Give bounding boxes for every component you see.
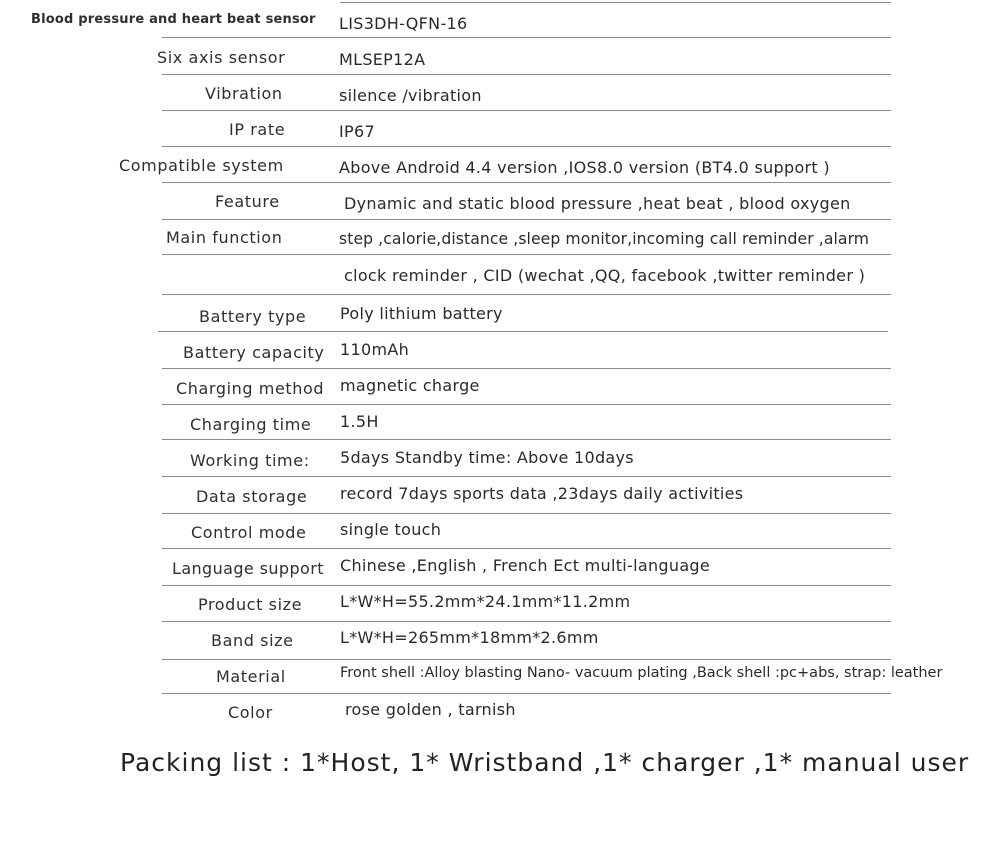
row-divider (162, 548, 891, 549)
row-divider (162, 110, 891, 111)
spec-label: Compatible system (119, 156, 284, 175)
spec-label: Working time: (190, 451, 310, 470)
spec-label: Color (228, 703, 273, 722)
spec-value: Above Android 4.4 version ,IOS8.0 version (BT4.0 support ) (339, 158, 830, 177)
spec-value: MLSEP12A (339, 50, 426, 69)
spec-label: Language support (172, 559, 324, 578)
spec-value: step ,calorie,distance ,sleep monitor,incoming call reminder ,alarm (339, 230, 870, 248)
spec-label: Material (216, 667, 286, 686)
row-divider (340, 2, 891, 3)
spec-label: Six axis sensor (157, 48, 286, 67)
row-divider (162, 146, 891, 147)
spec-label: Control mode (191, 523, 307, 542)
row-divider (162, 37, 891, 38)
spec-label: Battery type (199, 307, 307, 326)
spec-value: 5days Standby time: Above 10days (340, 448, 634, 467)
spec-value-continued: clock reminder , CID (wechat ,QQ, facebook ,twitter reminder ) (344, 266, 866, 285)
row-divider (162, 74, 891, 75)
spec-label: Feature (215, 192, 280, 211)
spec-value: silence /vibration (339, 86, 482, 105)
spec-label: Main function (166, 228, 283, 247)
spec-value: record 7days sports data ,23days daily activities (340, 484, 744, 503)
spec-value: L*W*H=265mm*18mm*2.6mm (340, 628, 599, 647)
row-divider (162, 219, 891, 220)
spec-value: IP67 (339, 122, 375, 141)
spec-label: Battery capacity (183, 343, 325, 362)
row-divider (162, 294, 891, 295)
spec-label: Band size (211, 631, 294, 650)
row-divider (162, 404, 891, 405)
spec-value: Dynamic and static blood pressure ,heat beat , blood oxygen (344, 194, 851, 213)
row-divider (162, 693, 891, 694)
row-divider (162, 182, 891, 183)
spec-label: Blood pressure and heart beat sensor (31, 12, 316, 27)
row-divider (162, 659, 891, 660)
spec-value: single touch (340, 520, 442, 539)
spec-label: IP rate (229, 120, 286, 139)
spec-label: Charging method (176, 379, 325, 398)
spec-label: Product size (198, 595, 303, 614)
row-divider (162, 585, 891, 586)
spec-value: rose golden , tarnish (345, 700, 516, 719)
spec-label: Charging time (190, 415, 312, 434)
spec-label: Data storage (196, 487, 308, 506)
spec-value: Poly lithium battery (340, 304, 503, 323)
row-divider (162, 513, 891, 514)
spec-value: LIS3DH-QFN-16 (339, 14, 468, 33)
row-divider (162, 368, 891, 369)
row-divider (162, 621, 891, 622)
spec-value: 1.5H (340, 412, 379, 431)
spec-value: Front shell :Alloy blasting Nano- vacuum plating ,Back shell :pc+abs, strap: leather (340, 665, 943, 681)
spec-value: L*W*H=55.2mm*24.1mm*11.2mm (340, 592, 631, 611)
row-divider (162, 254, 891, 255)
packing-list: Packing list : 1*Host, 1* Wristband ,1* charger ,1* manual user (120, 748, 970, 777)
spec-value: 110mAh (340, 340, 410, 359)
row-divider (162, 476, 891, 477)
row-divider (158, 331, 888, 332)
row-divider (162, 439, 891, 440)
spec-value: magnetic charge (340, 376, 480, 395)
spec-value: Chinese ,English , French Ect multi-language (340, 556, 711, 575)
spec-label: Vibration (205, 84, 283, 103)
